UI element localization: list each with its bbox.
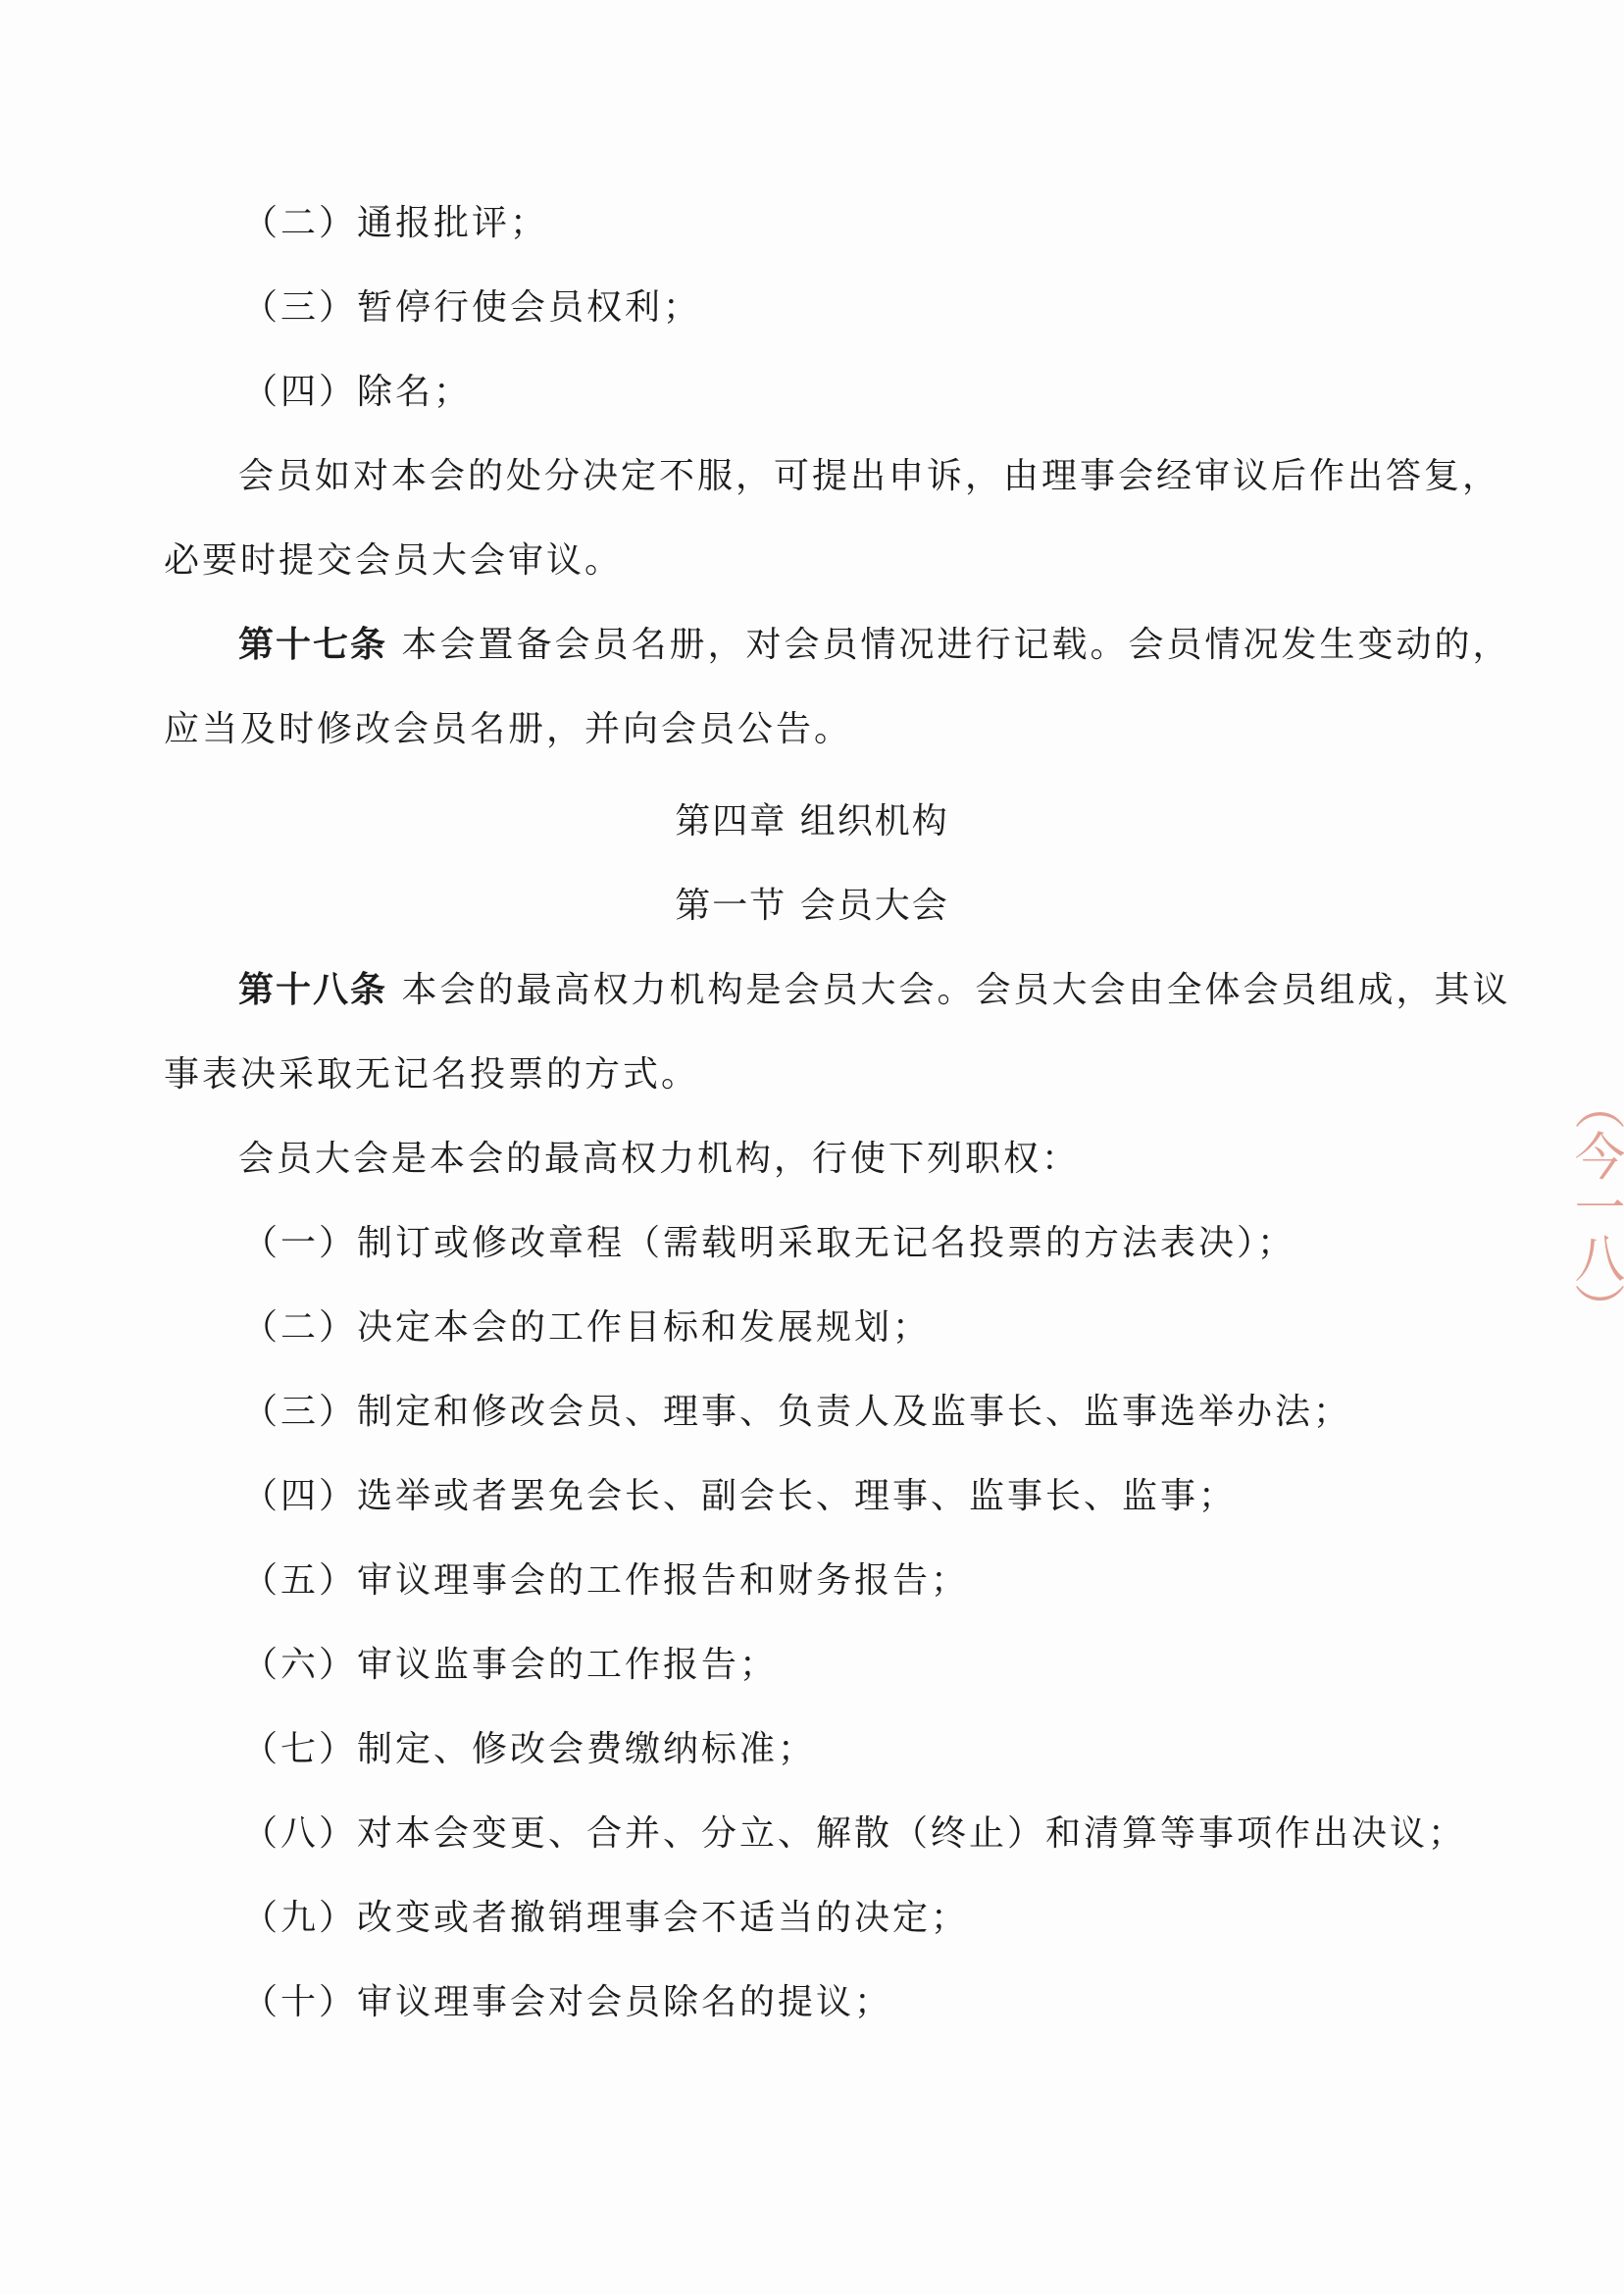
power-item-7: （七）制定、修改会费缴纳标准； xyxy=(242,1729,817,1769)
article-18-cont: 事表决采取无记名投票的方式。 xyxy=(164,1054,700,1095)
power-item-4: （四）选举或者罢免会长、副会长、理事、监事长、监事； xyxy=(242,1476,1238,1516)
article-17 xyxy=(238,624,1510,667)
article-18-text: 本会的最高权力机构是会员大会。会员大会由全体会员组成，其议 xyxy=(387,970,1511,1010)
power-item-2: （二）决定本会的工作目标和发展规划； xyxy=(242,1307,932,1348)
margin-seal-mark: （今一八） xyxy=(1565,1079,1624,1334)
power-item-8: （八）对本会变更、合并、分立、解散（终止）和清算等事项作出决议； xyxy=(242,1813,1467,1854)
power-item-10: （十）审议理事会对会员除名的提议； xyxy=(242,1982,893,2022)
article-18 xyxy=(238,969,1510,1012)
power-item-1: （一）制订或修改章程（需载明采取无记名投票的方法表决）； xyxy=(242,1223,1296,1263)
article-17-label: 第十七条 xyxy=(238,625,388,665)
section-heading: 第一节 会员大会 xyxy=(675,886,949,926)
penalty-item-3: （三）暂停行使会员权利； xyxy=(242,287,702,328)
powers-intro: 会员大会是本会的最高权力机构，行使下列职权： xyxy=(238,1139,1081,1179)
power-item-5: （五）审议理事会的工作报告和财务报告； xyxy=(242,1560,970,1601)
power-item-9: （九）改变或者撤销理事会不适当的决定； xyxy=(242,1898,970,1938)
penalty-item-4: （四）除名； xyxy=(242,372,473,412)
appeal-paragraph: 会员如对本会的处分决定不服，可提出申诉，由理事会经审议后作出答复， xyxy=(238,456,1501,496)
article-17-cont: 应当及时修改会员名册，并向会员公告。 xyxy=(164,709,853,749)
power-item-6: （六）审议监事会的工作报告； xyxy=(242,1645,779,1685)
power-item-3: （三）制定和修改会员、理事、负责人及监事长、监事选举办法； xyxy=(242,1392,1352,1432)
article-18-label: 第十八条 xyxy=(238,970,388,1010)
penalty-item-2: （二）通报批评； xyxy=(242,203,549,243)
article-17-text: 本会置备会员名册，对会员情况进行记载。会员情况发生变动的， xyxy=(387,625,1511,665)
appeal-paragraph-cont: 必要时提交会员大会审议。 xyxy=(164,540,624,581)
chapter-heading: 第四章 组织机构 xyxy=(675,801,949,841)
